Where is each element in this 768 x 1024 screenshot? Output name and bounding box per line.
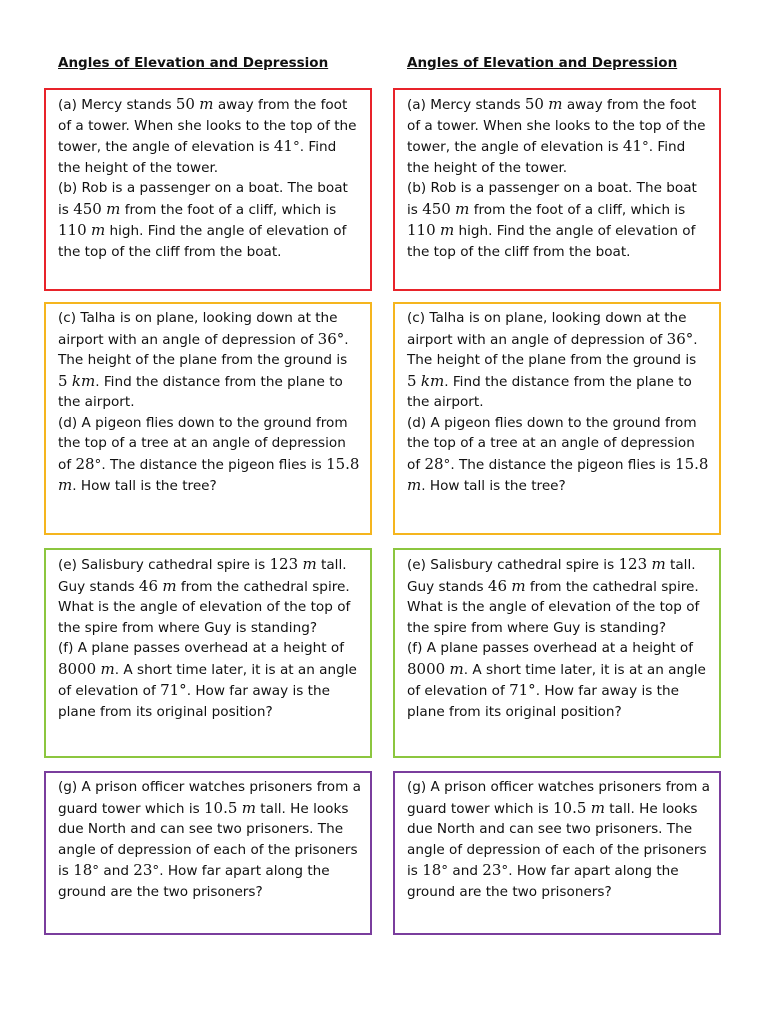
question-f: (f) A plane passes overhead at a height of 8000 m. A short time later, it is at an angle of elevation of 71°. How far away is the plane from its original position? — [407, 640, 706, 720]
question-a: (a) Mercy stands 50 m away from the foot of a tower. When she looks to the top of the tower, the angle of elevation is 41°. Find the height of the tower. — [58, 95, 357, 176]
question-b: (b) Rob is a passenger on a boat. The boat is 450 m from the foot of a cliff, which is 110 m high. Find the angle of elevation of the top of the cliff from the boat. — [407, 180, 697, 260]
card-e-f — [44, 548, 372, 758]
question-d: (d) A pigeon flies down to the ground from the top of a tree at an angle of depression of 28°. The distance the pigeon flies is 15.8 m. How tall is the tree? — [58, 414, 360, 494]
card-g — [393, 771, 721, 935]
question-b: (b) Rob is a passenger on a boat. The boat is 450 m from the foot of a cliff, which is 110 m high. Find the angle of elevation of the top of the cliff from the boat. — [58, 180, 348, 260]
question-c: (c) Talha is on plane, looking down at the airport with an angle of depression of 36°. The height of the plane from the ground is 5 km. Find the distance from the plane to the airport. — [58, 310, 349, 410]
card-c-d — [393, 302, 721, 535]
card-e-f — [393, 548, 721, 758]
question-g: (g) A prison officer watches prisoners from a guard tower which is 10.5 m tall. He looks due North and can see two prisoners. The angle of depression of each of the prisoners is 18° and 23°. How far apart along the ground are the two prisoners? — [58, 779, 361, 900]
card-c-d — [44, 302, 372, 535]
card-g — [44, 771, 372, 935]
worksheet-title: Angles of Elevation and Depression — [407, 55, 678, 71]
question-c: (c) Talha is on plane, looking down at the airport with an angle of depression of 36°. The height of the plane from the ground is 5 km. Find the distance from the plane to the airport. — [407, 310, 698, 410]
question-a: (a) Mercy stands 50 m away from the foot of a tower. When she looks to the top of the tower, the angle of elevation is 41°. Find the height of the tower. — [407, 95, 706, 176]
card-a-b — [44, 88, 372, 291]
worksheet-title: Angles of Elevation and Depression — [58, 55, 329, 71]
question-f: (f) A plane passes overhead at a height of 8000 m. A short time later, it is at an angle of elevation of 71°. How far away is the plane from its original position? — [58, 640, 357, 720]
question-g: (g) A prison officer watches prisoners from a guard tower which is 10.5 m tall. He looks due North and can see two prisoners. The angle of depression of each of the prisoners is 18° and 23°. How far apart along the ground are the two prisoners? — [407, 779, 710, 900]
question-e: (e) Salisbury cathedral spire is 123 m tall. Guy stands 46 m from the cathedral spire. What is the angle of elevation of the top of the spire from where Guy is standing? — [58, 555, 351, 636]
question-e: (e) Salisbury cathedral spire is 123 m tall. Guy stands 46 m from the cathedral spire. What is the angle of elevation of the top of the spire from where Guy is standing? — [407, 555, 700, 636]
question-d: (d) A pigeon flies down to the ground from the top of a tree at an angle of depression of 28°. The distance the pigeon flies is 15.8 m. How tall is the tree? — [407, 414, 709, 494]
card-a-b — [393, 88, 721, 291]
